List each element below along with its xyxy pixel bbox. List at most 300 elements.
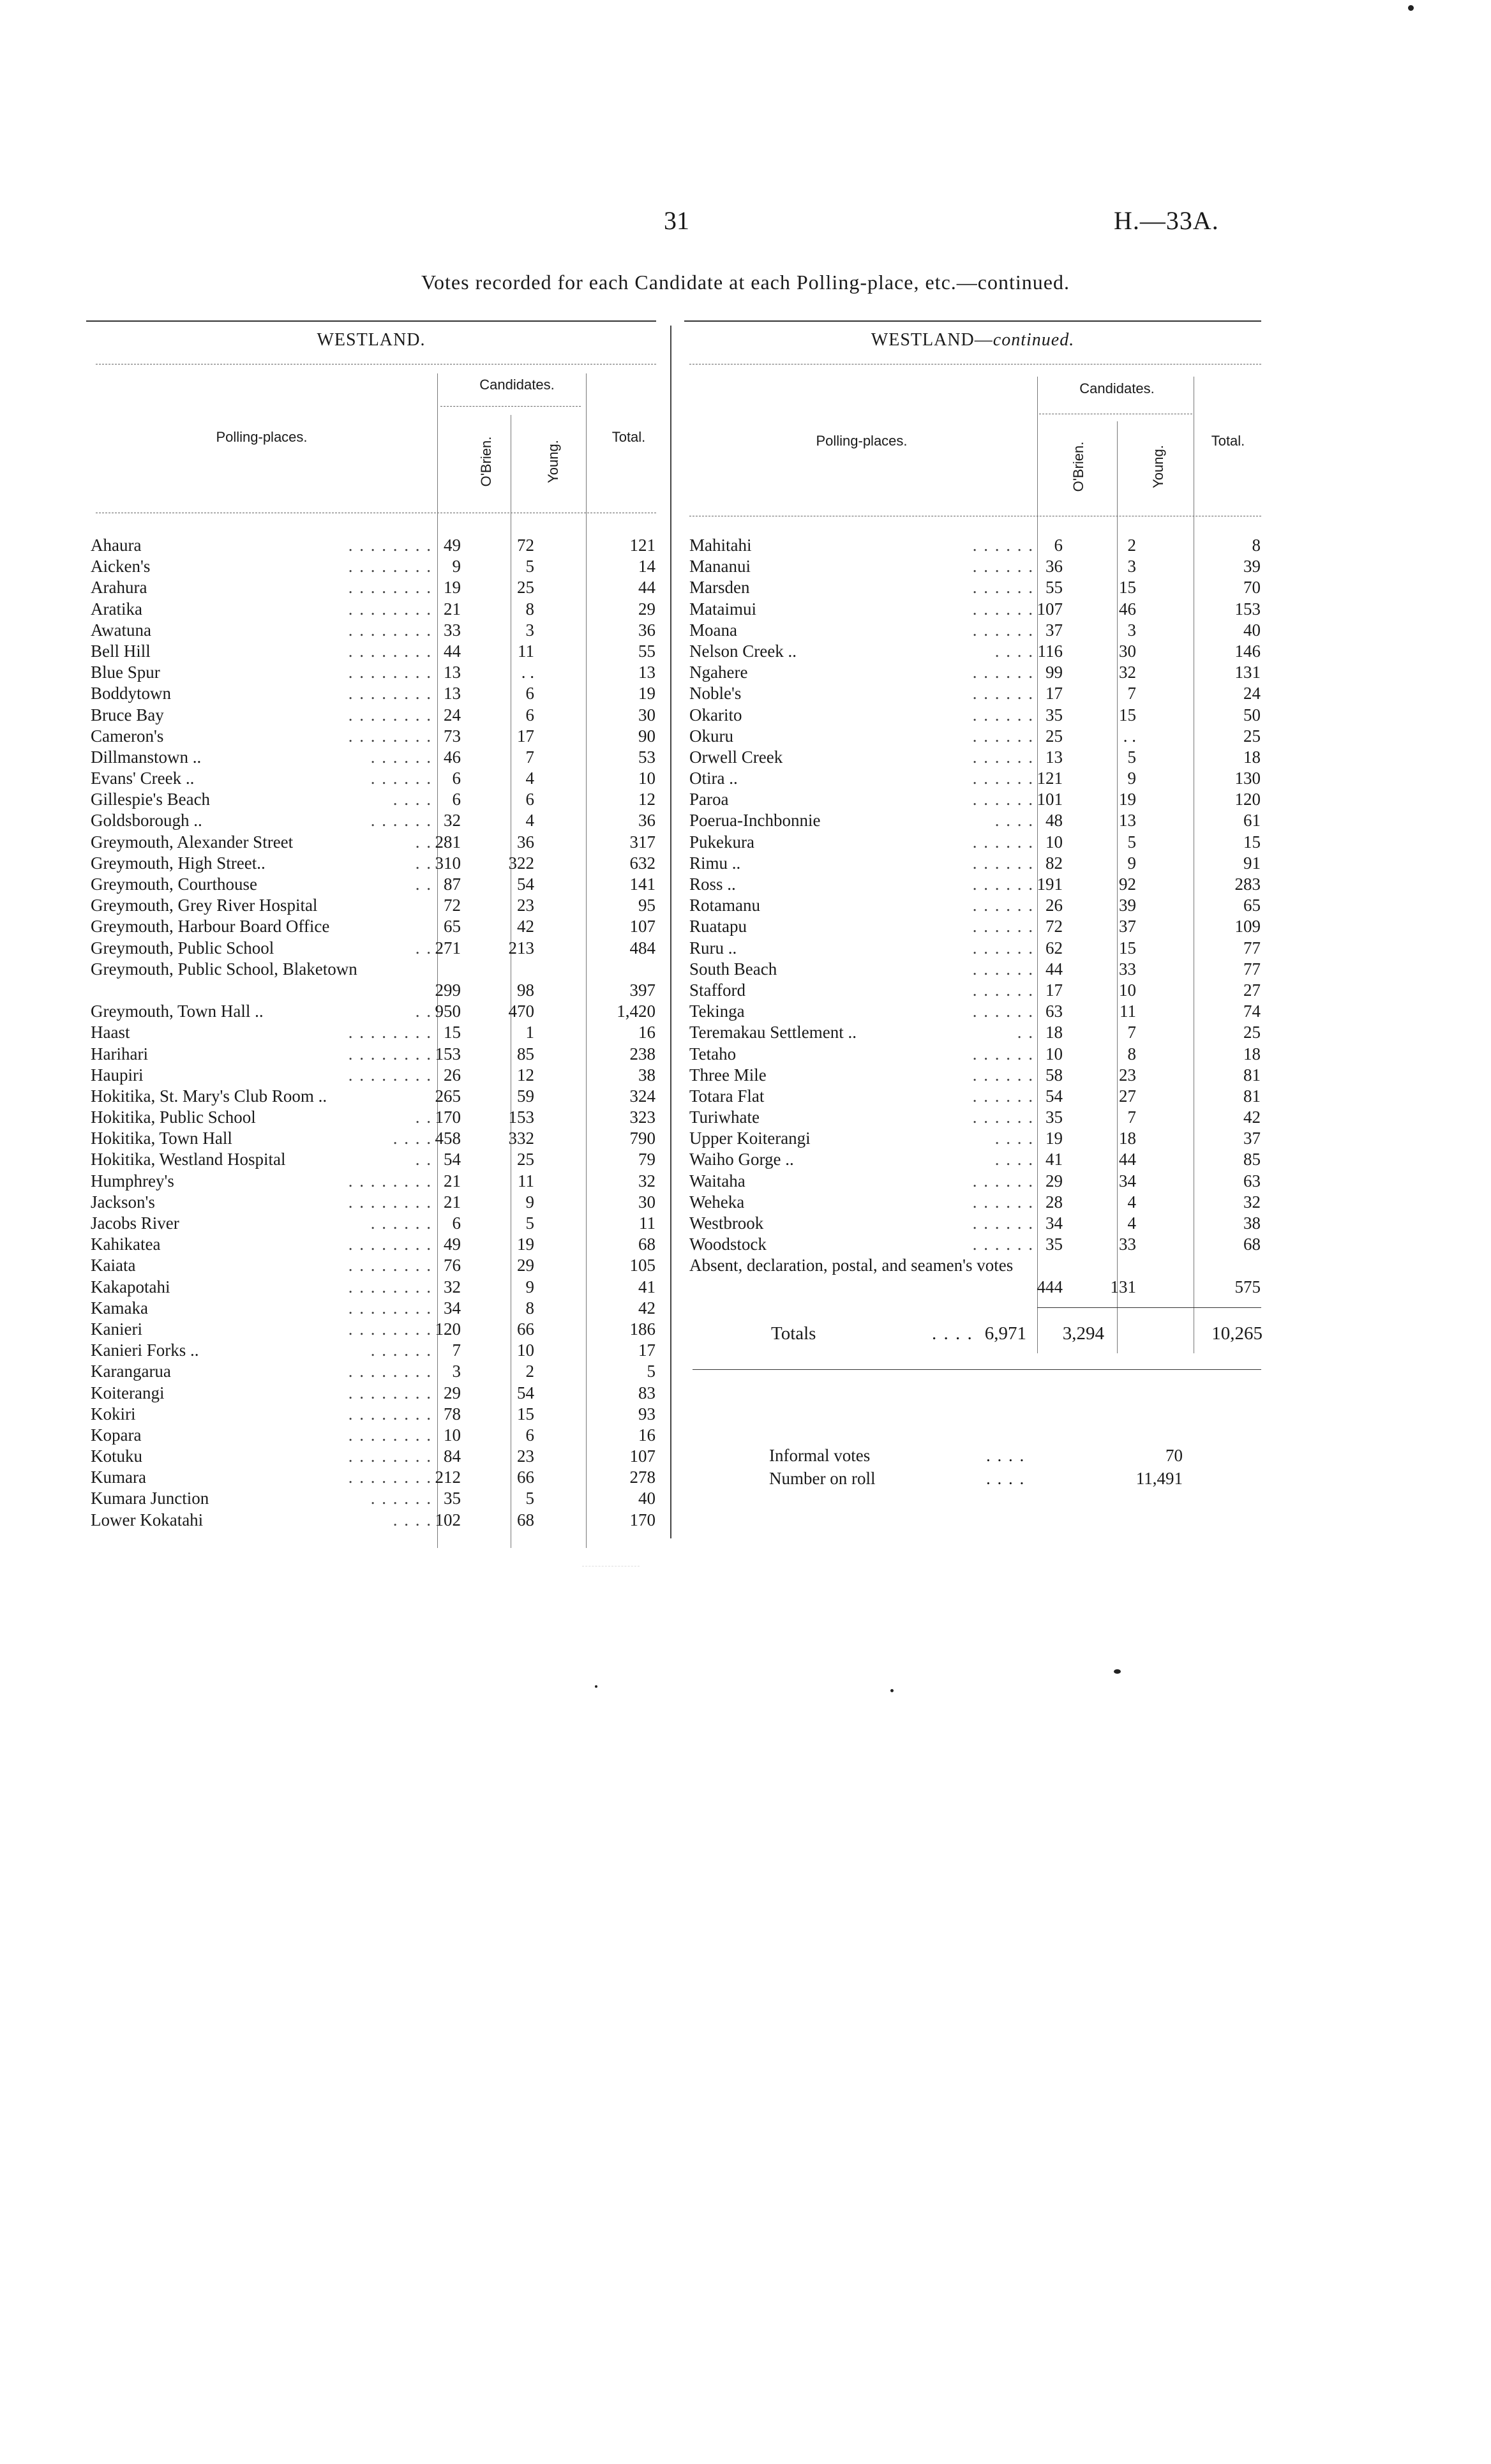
polling-place: Greymouth, Grey River Hospital: [91, 896, 318, 915]
polling-place: South Beach: [689, 959, 777, 979]
votes-obrien: 19: [1045, 1129, 1063, 1148]
polling-place: Haast: [91, 1023, 130, 1042]
table-row: [689, 1044, 1264, 1065]
table-row: [689, 768, 1264, 789]
polling-place: Pukekura: [689, 832, 754, 852]
leader-dots: . . . . . .: [370, 1489, 432, 1508]
votes-young: 7: [525, 747, 534, 767]
informal-votes-row: [769, 1444, 1184, 1467]
leader-dots: . . . . . . . .: [348, 1256, 432, 1275]
leader-dots: . . . . . . . .: [348, 705, 432, 725]
leader-dots: . . . . . . . .: [348, 578, 432, 597]
votes-total: 68: [638, 1235, 656, 1254]
polling-place: Mananui: [689, 557, 751, 576]
votes-young: 54: [517, 1383, 534, 1402]
table-row: [91, 1001, 665, 1022]
votes-young: 5: [1127, 747, 1136, 767]
leader-dots: . . . . . . . .: [348, 1023, 432, 1042]
leader-dots: . . . . . .: [370, 1213, 432, 1233]
scan-speck: [595, 1685, 597, 1688]
leader-dots: . . . . . . . .: [348, 1468, 432, 1487]
table-row: [91, 853, 665, 874]
votes-young: 15: [1119, 705, 1136, 725]
votes-total: 41: [638, 1277, 656, 1296]
votes-young: . .: [521, 663, 534, 682]
votes-young: 59: [517, 1086, 534, 1106]
votes-young: 7: [1127, 1023, 1136, 1042]
votes-young: 85: [517, 1044, 534, 1063]
leader-dots: . . . . . . . .: [348, 557, 432, 576]
votes-young: 12: [517, 1065, 534, 1085]
leader-dots: . . . . . .: [370, 1341, 432, 1360]
votes-total: 16: [638, 1425, 656, 1445]
votes-young: 4: [1127, 1213, 1136, 1233]
leader-dots: . . . . . .: [972, 726, 1034, 746]
votes-young: 322: [508, 853, 534, 873]
polling-place: Kopara: [91, 1425, 142, 1445]
votes-total: 30: [638, 705, 656, 725]
votes-total: 17: [638, 1341, 656, 1360]
polling-place: Kamaka: [91, 1298, 148, 1318]
votes-obrien: 191: [1037, 875, 1063, 894]
votes-total: 50: [1243, 705, 1261, 725]
table-row: [91, 1404, 665, 1425]
leader-dots: . . . .: [393, 1510, 432, 1529]
table-row: [91, 1510, 665, 1531]
votes-obrien: 44: [444, 641, 461, 661]
polling-place: Absent, declaration, postal, and seamen's votes: [689, 1256, 1014, 1275]
table-row: [91, 705, 665, 726]
votes-total: 317: [629, 832, 656, 852]
left-candidates-header: Candidates.: [479, 377, 555, 393]
votes-obrien: 25: [1045, 726, 1063, 746]
leader-dots: . .: [415, 875, 432, 894]
votes-total: 130: [1234, 769, 1261, 788]
polling-place: Koiterangi: [91, 1383, 165, 1402]
table-row: [689, 1086, 1264, 1107]
votes-total: 42: [638, 1298, 656, 1318]
table-row: [91, 1171, 665, 1192]
votes-total: 81: [1243, 1065, 1261, 1085]
polling-place: Kaiata: [91, 1256, 136, 1275]
votes-total: 25: [1243, 1023, 1261, 1042]
votes-total: 323: [629, 1108, 656, 1127]
leader-dots: . . . . . . . .: [348, 1383, 432, 1402]
votes-young: 8: [525, 599, 534, 619]
votes-obrien: 10: [1045, 832, 1063, 852]
table-row: [91, 1128, 665, 1149]
leader-dots: . . . . . .: [972, 1192, 1034, 1212]
votes-obrien: 15: [444, 1023, 461, 1042]
votes-young: 68: [517, 1510, 534, 1529]
votes-obrien: 44: [1045, 959, 1063, 979]
votes-young: 8: [1127, 1044, 1136, 1063]
polling-place: Mataimui: [689, 599, 756, 619]
votes-total: 53: [638, 747, 656, 767]
table-row: [91, 535, 665, 556]
leader-dots: . . . . . .: [972, 959, 1034, 979]
polling-place: Greymouth, Alexander Street: [91, 832, 294, 852]
votes-young: 33: [1119, 959, 1136, 979]
leader-dots: . . . . . .: [972, 599, 1034, 619]
votes-total: 238: [629, 1044, 656, 1063]
left-young-header: Young.: [545, 440, 561, 483]
votes-young: 1: [525, 1023, 534, 1042]
votes-obrien: 21: [444, 599, 461, 619]
votes-obrien: 6: [452, 769, 461, 788]
polling-place: Okarito: [689, 705, 742, 725]
votes-obrien: 21: [444, 1171, 461, 1191]
votes-total: 37: [1243, 1129, 1261, 1148]
votes-obrien: 58: [1045, 1065, 1063, 1085]
polling-place: Haupiri: [91, 1065, 144, 1085]
votes-total: 8: [1252, 536, 1261, 555]
votes-total: 83: [638, 1383, 656, 1402]
votes-total: 29: [638, 599, 656, 619]
table-row: [91, 662, 665, 683]
votes-total: 575: [1234, 1277, 1261, 1296]
polling-place: Bell Hill: [91, 641, 151, 661]
votes-young: 131: [1110, 1277, 1136, 1296]
votes-total: 63: [1243, 1171, 1261, 1191]
votes-obrien: 102: [435, 1510, 461, 1529]
votes-obrien: 7: [452, 1341, 461, 1360]
votes-total: 36: [638, 620, 656, 640]
votes-young: 5: [525, 1489, 534, 1508]
votes-total: 105: [629, 1256, 656, 1275]
polling-place: Kokiri: [91, 1404, 136, 1424]
votes-total: 40: [638, 1489, 656, 1508]
votes-young: 39: [1119, 896, 1136, 915]
leader-dots: . . . . . . . .: [348, 1065, 432, 1085]
votes-total: 44: [638, 578, 656, 597]
table-row: [689, 853, 1264, 874]
polling-place: Ross ..: [689, 875, 736, 894]
table-row: [91, 810, 665, 831]
leader-dots: . . . . . .: [972, 1171, 1034, 1191]
leader-dots: . . . . . .: [972, 1044, 1034, 1063]
votes-young: 6: [525, 684, 534, 703]
votes-young: 29: [517, 1256, 534, 1275]
polling-place: Ruatapu: [689, 917, 747, 936]
leader-dots: . .: [415, 832, 432, 852]
votes-obrien: 82: [1045, 853, 1063, 873]
number-on-roll-row: [769, 1467, 1184, 1490]
votes-obrien: 170: [435, 1108, 461, 1127]
votes-young: 17: [517, 726, 534, 746]
votes-obrien: 29: [1045, 1171, 1063, 1191]
votes-obrien: 13: [1045, 747, 1063, 767]
polling-place: Otira ..: [689, 769, 738, 788]
table-row: [91, 832, 665, 853]
table-row: [689, 662, 1264, 683]
polling-place: Greymouth, High Street..: [91, 853, 266, 873]
polling-place: Evans' Creek ..: [91, 769, 195, 788]
votes-total: 81: [1243, 1086, 1261, 1106]
leader-dots: . . . . . .: [972, 747, 1034, 767]
leader-dots: . . . .: [393, 1129, 432, 1148]
right-candidates-header: Candidates.: [1079, 380, 1155, 396]
votes-young: 7: [1127, 684, 1136, 703]
votes-obrien: 299: [435, 980, 461, 1000]
votes-obrien: 444: [1037, 1277, 1063, 1296]
table-row: [689, 1001, 1264, 1022]
table-row: [91, 1234, 665, 1255]
table-row: [689, 832, 1264, 853]
polling-place: Ahaura: [91, 536, 142, 555]
leader-dots: . . . . . .: [972, 917, 1034, 936]
table-row: [91, 1022, 665, 1043]
votes-total: 632: [629, 853, 656, 873]
votes-obrien: 3: [452, 1362, 461, 1381]
table-row: [91, 1425, 665, 1446]
table-row: [91, 1488, 665, 1509]
polling-place: Rimu ..: [689, 853, 741, 873]
votes-total: 42: [1243, 1108, 1261, 1127]
votes-young: 9: [525, 1192, 534, 1212]
polling-place: Kumara: [91, 1468, 146, 1487]
votes-young: 18: [1119, 1129, 1136, 1148]
votes-total: 324: [629, 1086, 656, 1106]
table-row: [689, 599, 1264, 620]
votes-total: 70: [1243, 578, 1261, 597]
table-row: [91, 938, 665, 959]
polling-place: Greymouth, Harbour Board Office: [91, 917, 330, 936]
right-obrien-header: O'Brien.: [1070, 441, 1086, 492]
leader-dots: . . . . . . . .: [348, 599, 432, 619]
votes-obrien: 28: [1045, 1192, 1063, 1212]
leader-dots: . .: [415, 938, 432, 958]
totals-dots: . . . .: [932, 1323, 973, 1344]
leader-dots: . . . . . . . .: [348, 1044, 432, 1063]
polling-place: Nelson Creek ..: [689, 641, 797, 661]
votes-obrien: 37: [1045, 620, 1063, 640]
votes-young: 6: [525, 790, 534, 809]
votes-obrien: 9: [452, 557, 461, 576]
table-row: [91, 1446, 665, 1467]
votes-total: 18: [1243, 747, 1261, 767]
polling-place: Bruce Bay: [91, 705, 164, 725]
votes-obrien: 17: [1045, 684, 1063, 703]
leader-dots: . . . . . . . .: [348, 1446, 432, 1466]
votes-obrien: 84: [444, 1446, 461, 1466]
table-row: [689, 1255, 1264, 1297]
votes-obrien: 65: [444, 917, 461, 936]
table-row: [91, 620, 665, 641]
polling-place: Hokitika, Public School: [91, 1108, 256, 1127]
polling-place: Harihari: [91, 1044, 148, 1063]
votes-obrien: 271: [435, 938, 461, 958]
votes-obrien: 35: [1045, 705, 1063, 725]
votes-total: 25: [1243, 726, 1261, 746]
table-row: [689, 1022, 1264, 1043]
right-young-header: Young.: [1150, 445, 1166, 488]
votes-obrien: 116: [1037, 641, 1063, 661]
polling-place: Arahura: [91, 578, 147, 597]
leader-dots: . . . . . . . .: [348, 1235, 432, 1254]
polling-place: Noble's: [689, 684, 742, 703]
leader-dots: . . . . . .: [972, 769, 1034, 788]
votes-total: 141: [629, 875, 656, 894]
right-polling-header: Polling-places.: [816, 433, 908, 449]
votes-total: 397: [629, 980, 656, 1000]
table-row: [689, 726, 1264, 747]
votes-obrien: 18: [1045, 1023, 1063, 1042]
votes-total: 27: [1243, 980, 1261, 1000]
table-row: [91, 1467, 665, 1488]
polling-place: Gillespie's Beach: [91, 790, 211, 809]
page-number: 31: [664, 206, 689, 235]
leader-dots: . . . . . .: [972, 790, 1034, 809]
number-on-roll-dots: . . . .: [986, 1469, 1026, 1488]
left-polling-header: Polling-places.: [216, 429, 308, 445]
right-region-continued: continued.: [993, 330, 1075, 350]
table-row: [91, 1383, 665, 1404]
table-row: [91, 1340, 665, 1361]
votes-total: 12: [638, 790, 656, 809]
votes-young: 9: [1127, 769, 1136, 788]
table-row: [689, 1192, 1264, 1213]
polling-place: Greymouth, Town Hall ..: [91, 1002, 264, 1021]
totals-top-rule: [1037, 1307, 1261, 1308]
votes-young: 10: [1119, 980, 1136, 1000]
leader-dots: . . . . . .: [972, 578, 1034, 597]
votes-obrien: 62: [1045, 938, 1063, 958]
polling-place: Teremakau Settlement ..: [689, 1023, 857, 1042]
table-row: [91, 747, 665, 768]
totals-young: 3,294: [1062, 1323, 1104, 1344]
votes-obrien: 6: [1054, 536, 1063, 555]
totals-label: Totals: [771, 1323, 816, 1344]
informal-votes-label: Informal votes: [769, 1446, 871, 1465]
votes-obrien: 33: [444, 620, 461, 640]
votes-obrien: 54: [444, 1150, 461, 1169]
leader-dots: . . . . . . . .: [348, 1319, 432, 1339]
votes-obrien: 212: [435, 1468, 461, 1487]
polling-place: Aicken's: [91, 557, 151, 576]
votes-obrien: 17: [1045, 980, 1063, 1000]
table-row: [91, 895, 665, 916]
table-row: [91, 1107, 665, 1128]
votes-obrien: 49: [444, 1235, 461, 1254]
report-code: H.—33A.: [1114, 206, 1219, 235]
polling-place: Ngahere: [689, 663, 748, 682]
votes-obrien: 73: [444, 726, 461, 746]
votes-obrien: 26: [1045, 896, 1063, 915]
table-row: [689, 1234, 1264, 1255]
votes-young: 32: [1119, 663, 1136, 682]
page-title: Votes recorded for each Candidate at each Polling-place, etc.—continued.: [421, 271, 1070, 294]
summary-block: [769, 1444, 1184, 1490]
votes-total: 14: [638, 557, 656, 576]
table-row: [91, 683, 665, 704]
leader-dots: . . . . . . . .: [348, 1171, 432, 1191]
votes-total: 79: [638, 1150, 656, 1169]
leader-dots: . . . .: [994, 811, 1034, 830]
votes-obrien: 41: [1045, 1150, 1063, 1169]
leader-dots: . . . . . .: [972, 536, 1034, 555]
votes-obrien: 458: [435, 1129, 461, 1148]
votes-total: 61: [1243, 811, 1261, 830]
leader-dots: . . . .: [994, 1150, 1034, 1169]
votes-total: 93: [638, 1404, 656, 1424]
votes-obrien: 72: [1045, 917, 1063, 936]
polling-place: Blue Spur: [91, 663, 160, 682]
votes-obrien: 35: [1045, 1235, 1063, 1254]
table-row: [91, 1044, 665, 1065]
polling-place: Okuru: [689, 726, 733, 746]
votes-obrien: 46: [444, 747, 461, 767]
votes-total: 39: [1243, 557, 1261, 576]
leader-dots: . . . . . .: [972, 557, 1034, 576]
votes-total: 107: [629, 1446, 656, 1466]
votes-total: 283: [1234, 875, 1261, 894]
table-row: [91, 789, 665, 810]
votes-young: 33: [1119, 1235, 1136, 1254]
votes-total: 16: [638, 1023, 656, 1042]
votes-young: 11: [518, 641, 534, 661]
leader-dots: . . . . . .: [972, 1213, 1034, 1233]
votes-total: 107: [629, 917, 656, 936]
votes-total: 77: [1243, 959, 1261, 979]
votes-total: 170: [629, 1510, 656, 1529]
table-row: [91, 959, 665, 1001]
votes-obrien: 55: [1045, 578, 1063, 597]
votes-total: 121: [629, 536, 656, 555]
table-row: [689, 641, 1264, 662]
leader-dots: . . . . . . . .: [348, 726, 432, 746]
informal-votes-dots: . . . .: [986, 1446, 1026, 1465]
votes-young: 5: [1127, 832, 1136, 852]
table-row: [689, 556, 1264, 577]
votes-total: 278: [629, 1468, 656, 1487]
votes-total: 131: [1234, 663, 1261, 682]
votes-total: 40: [1243, 620, 1261, 640]
scan-speck: [1408, 5, 1414, 11]
table-row: [689, 1128, 1264, 1149]
totals-obrien: 6,971: [984, 1323, 1026, 1344]
table-row: [91, 1298, 665, 1319]
votes-young: 23: [1119, 1065, 1136, 1085]
votes-young: . .: [1123, 726, 1136, 746]
table-row: [91, 1065, 665, 1086]
votes-obrien: 107: [1037, 599, 1063, 619]
leader-dots: . . . . . . . .: [348, 1298, 432, 1318]
leader-dots: . . . . . . . .: [348, 684, 432, 703]
totals-total: 10,265: [1211, 1323, 1262, 1344]
table-row: [689, 535, 1264, 556]
left-region-title: WESTLAND.: [317, 330, 426, 350]
votes-total: 5: [647, 1362, 656, 1381]
polling-place: Kumara Junction: [91, 1489, 209, 1508]
leader-dots: . . . . . .: [972, 1108, 1034, 1127]
votes-total: 95: [638, 896, 656, 915]
polling-place: Hokitika, Westland Hospital: [91, 1150, 286, 1169]
votes-obrien: 26: [444, 1065, 461, 1085]
left-obrien-header: O'Brien.: [478, 436, 494, 487]
table-row: [689, 938, 1264, 959]
leader-dots: . . . .: [393, 790, 432, 809]
table-row: [689, 874, 1264, 895]
votes-total: 90: [638, 726, 656, 746]
table-row: [689, 747, 1264, 768]
votes-total: 91: [1243, 853, 1261, 873]
polling-place: Westbrook: [689, 1213, 764, 1233]
votes-young: 11: [518, 1171, 534, 1191]
votes-young: 36: [517, 832, 534, 852]
table-row: [91, 1361, 665, 1382]
right-total-header: Total.: [1211, 433, 1245, 449]
